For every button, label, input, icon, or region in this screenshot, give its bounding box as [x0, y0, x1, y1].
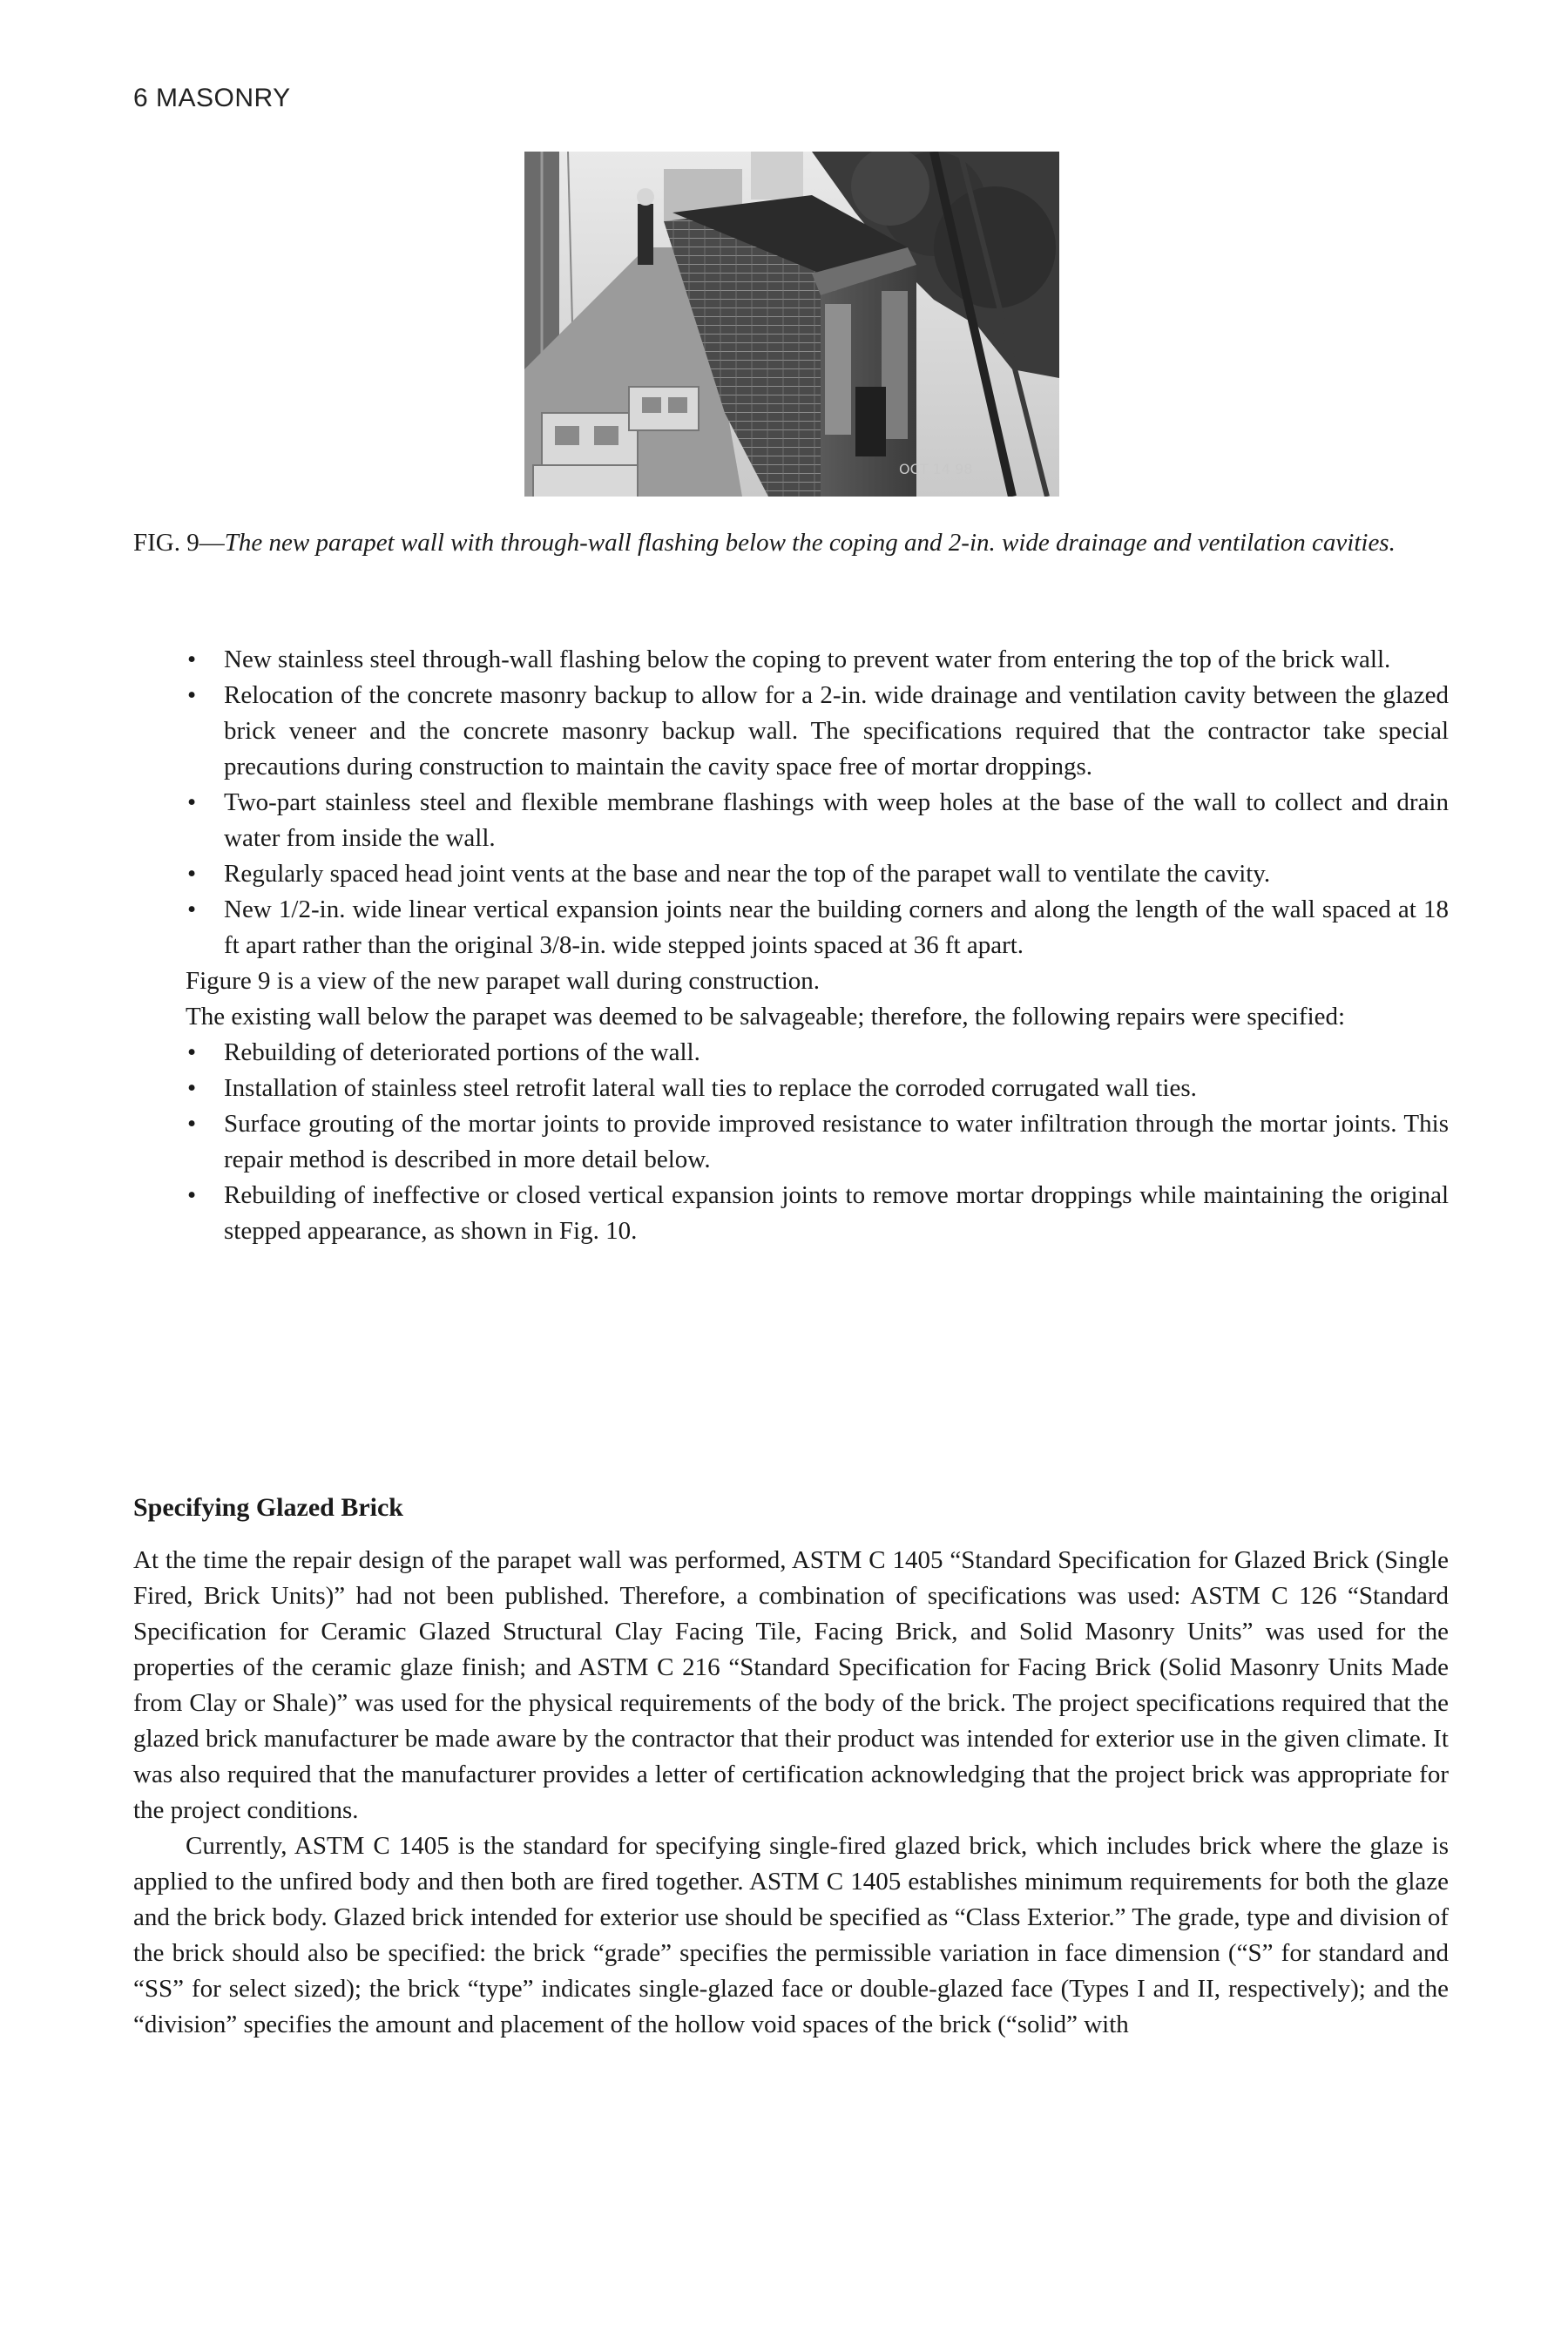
- figure-caption-label: FIG. 9—: [133, 529, 225, 557]
- list-item: • New 1/2-in. wide linear vertical expansion joints near the building corners and along the length of the wall spaced at 18 ft apart rather than the original 3/8-in. wide stepped joints spaced at 36 ft apart.: [187, 896, 1449, 959]
- list-item: • Regularly spaced head joint vents at the base and near the top of the parapet wall to ventilate the cavity.: [187, 860, 1271, 888]
- list-item-text: Surface grouting of the mortar joints to provide improved resistance to water infiltration through the mortar joints. This repair method is described in more detail below.: [224, 1110, 1449, 1173]
- list-item-text: New stainless steel through-wall flashing below the coping to prevent water from entering the top of the brick wall.: [224, 645, 1391, 673]
- list-item: • New stainless steel through-wall flashing below the coping to prevent water from entering the top of the brick wall.: [187, 645, 1391, 673]
- figure-9-photo: [524, 152, 1059, 497]
- list-item-text: Installation of stainless steel retrofit lateral wall ties to replace the corroded corrugated wall ties.: [224, 1074, 1197, 1102]
- list-item: • Rebuilding of ineffective or closed vertical expansion joints to remove mortar droppings while maintaining the original stepped appearance, as shown in Fig. 10.: [187, 1181, 1449, 1245]
- main-text-column: [133, 642, 1449, 1249]
- existing-wall-repair-list: [133, 1035, 1449, 1249]
- paragraph-existing-wall: The existing wall below the parapet was deemed to be salvageable; therefore, the following repairs were specified:: [186, 1003, 1346, 1031]
- parapet-wall-photo: [524, 152, 1059, 497]
- list-item-text: Rebuilding of ineffective or closed vertical expansion joints to remove mortar droppings while maintaining the original stepped appearance, as shown in Fig. 10.: [224, 1181, 1449, 1245]
- list-item-text: Rebuilding of deteriorated portions of the wall.: [224, 1038, 700, 1066]
- figure-caption: [133, 525, 1449, 560]
- photo-date-stamp: OCT 14 98: [899, 461, 973, 477]
- section-glazed-brick: [133, 1490, 1449, 2043]
- list-item: • Surface grouting of the mortar joints to provide improved resistance to water infiltration through the mortar joints. This repair method is described in more detail below.: [187, 1110, 1449, 1173]
- section-heading: Specifying Glazed Brick: [133, 1493, 403, 1522]
- list-item-text: Two-part stainless steel and flexible membrane flashings with weep holes at the base of the wall to collect and drain water from inside the wall.: [224, 788, 1449, 852]
- list-item: • Two-part stainless steel and flexible membrane flashings with weep holes at the base of the wall to collect and drain water from inside the wall.: [187, 788, 1449, 852]
- list-item: • Installation of stainless steel retrofit lateral wall ties to replace the corroded corrugated wall ties.: [187, 1074, 1197, 1102]
- list-item-text: Regularly spaced head joint vents at the base and near the top of the parapet wall to ventilate the cavity.: [224, 860, 1271, 888]
- figure-caption-text: The new parapet wall with through-wall flashing below the coping and 2-in. wide drainage and ventilation cavities.: [224, 529, 1396, 557]
- list-item: • Relocation of the concrete masonry backup to allow for a 2-in. wide drainage and ventilation cavity between the glazed brick veneer and the concrete masonry backup wall. The specifications required that the contractor take special precautions during construction to maintain the cavity space free of mortar droppings.: [187, 681, 1449, 781]
- list-item-text: Relocation of the concrete masonry backup to allow for a 2-in. wide drainage and ventilation cavity between the glazed brick veneer and the concrete masonry backup wall. The specifications required that the contractor take special precautions during construction to maintain the cavity space free of mortar droppings.: [224, 681, 1449, 781]
- running-head: 6 MASONRY: [133, 84, 291, 112]
- paragraph-figure-reference: Figure 9 is a view of the new parapet wall during construction.: [186, 967, 821, 995]
- list-item: • Rebuilding of deteriorated portions of the wall.: [187, 1038, 700, 1066]
- paragraph-astm-c1405: Currently, ASTM C 1405 is the standard for specifying single-fired glazed brick, which includes brick where the glaze is applied to the unfired body and then both are fired together. ASTM C 1405 establishes minimum requirements for both the glaze and the brick body. Glazed brick intended for exterior use should be specified as “Class Exterior.” The grade, type and division of the brick should also be specified: the brick “grade” specifies the permissible variation in face dimension (“S” for standard and “SS” for select sized); the brick “type” indicates single-glazed face or double-glazed face (Types I and II, respectively); and the “division” specifies the amount and placement of the hollow void spaces of the brick (“solid” with: [133, 1832, 1449, 2038]
- list-item-text: New 1/2-in. wide linear vertical expansion joints near the building corners and along the length of the wall spaced at 18 ft apart rather than the original 3/8-in. wide stepped joints spaced at 36 ft apart.: [224, 896, 1449, 959]
- parapet-repair-list: [133, 642, 1449, 963]
- paragraph-astm-specs: At the time the repair design of the parapet wall was performed, ASTM C 1405 “Standard Specification for Glazed Brick (Single Fired, Brick Units)” had not been published. Therefore, a combination of specifications was used: ASTM C 126 “Standard Specification for Ceramic Glazed Structural Clay Facing Tile, Facing Brick, and Solid Masonry Units” was used for the properties of the ceramic glaze finish; and ASTM C 216 “Standard Specification for Facing Brick (Solid Masonry Units Made from Clay or Shale)” was used for the physical requirements of the body of the brick. The project specifications required that the glazed brick manufacturer be made aware by the contractor that their product was intended for exterior use in the given climate. It was also required that the manufacturer provides a letter of certification acknowledging that the project brick was appropriate for the project conditions.: [133, 1546, 1449, 1824]
